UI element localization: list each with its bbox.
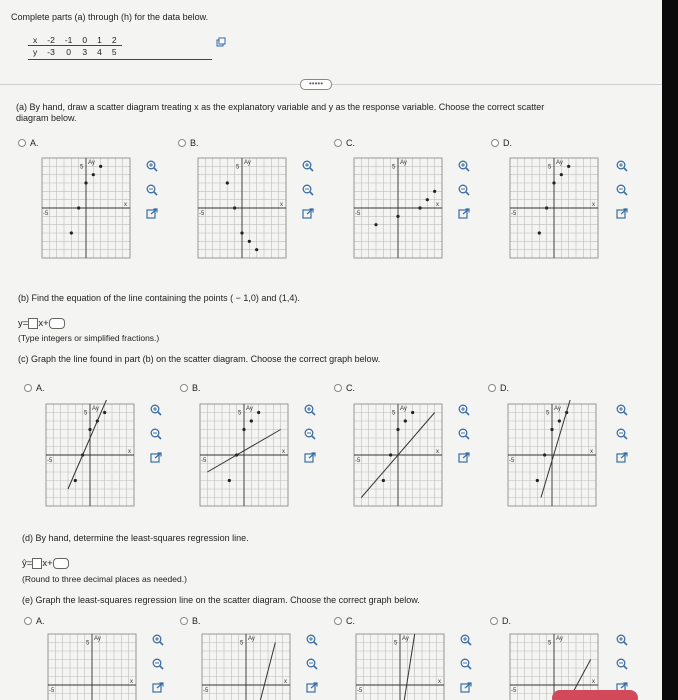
tick-label: -5 (509, 458, 515, 464)
data-point (257, 411, 260, 414)
external-link-icon[interactable] (306, 682, 318, 694)
external-link-icon[interactable] (616, 452, 628, 464)
zoom-in-icon[interactable] (304, 404, 316, 416)
data-point (88, 428, 91, 431)
copy-data-icon[interactable] (216, 37, 226, 47)
y-axis-label: Ay (556, 160, 563, 166)
tick-label: -5 (511, 211, 517, 217)
data-point (240, 231, 243, 234)
tick-label: 5 (236, 164, 240, 171)
zoom-out-icon[interactable] (616, 184, 628, 196)
x-axis-label: x (280, 202, 283, 208)
regression-intercept-input[interactable] (53, 558, 69, 569)
zoom-in-icon[interactable] (458, 160, 470, 172)
zoom-in-icon[interactable] (146, 160, 158, 172)
x-value: 2 (111, 34, 117, 45)
part-e-option-a[interactable]: A. (24, 616, 45, 626)
graph-c-a (42, 400, 138, 515)
tick-label: 5 (392, 410, 396, 417)
y-axis-label: Ay (92, 406, 99, 412)
zoom-out-icon[interactable] (616, 428, 628, 440)
y-axis-label: Ay (94, 636, 101, 642)
y-axis-label: Ay (246, 406, 253, 412)
tick-label: 5 (546, 410, 550, 417)
y-value: -3 (47, 46, 55, 57)
part-b-hint: (Type integers or simplified fractions.) (18, 333, 160, 343)
tick-label: -5 (201, 458, 207, 464)
data-point (552, 181, 555, 184)
data-table (28, 34, 122, 57)
external-link-icon[interactable] (150, 452, 162, 464)
tick-label: 5 (548, 640, 552, 647)
regression-slope-input[interactable] (32, 558, 42, 569)
data-point (84, 181, 87, 184)
tick-label: 5 (548, 164, 552, 171)
screen-edge (662, 0, 678, 700)
y-axis-label: Ay (244, 160, 251, 166)
y-value: 5 (111, 46, 117, 57)
part-c-option-b[interactable]: B. (180, 383, 201, 393)
tick-label: 5 (80, 164, 84, 171)
data-point (248, 240, 251, 243)
zoom-in-icon[interactable] (150, 404, 162, 416)
part-e-option-d[interactable]: D. (490, 616, 511, 626)
part-e-option-b[interactable]: B. (180, 616, 201, 626)
x-value: 0 (82, 34, 88, 45)
x-axis-label: x (436, 449, 439, 455)
external-link-icon[interactable] (458, 208, 470, 220)
part-a-option-b[interactable]: B. (178, 138, 199, 148)
y-axis-label: Ay (400, 406, 407, 412)
data-point (103, 411, 106, 414)
external-link-icon[interactable] (146, 208, 158, 220)
external-link-icon[interactable] (616, 208, 628, 220)
tick-label: -5 (203, 688, 209, 694)
zoom-out-icon[interactable] (458, 184, 470, 196)
zoom-out-icon[interactable] (146, 184, 158, 196)
x-axis-label: x (130, 679, 133, 685)
zoom-in-icon[interactable] (302, 160, 314, 172)
part-c-option-c[interactable]: C. (334, 383, 355, 393)
tick-label: -5 (47, 458, 53, 464)
data-point (92, 173, 95, 176)
part-c-option-d[interactable]: D. (488, 383, 509, 393)
check-answer-button[interactable] (552, 690, 638, 700)
zoom-out-icon[interactable] (150, 428, 162, 440)
zoom-in-icon[interactable] (616, 160, 628, 172)
tick-label: -5 (199, 211, 205, 217)
data-point (389, 453, 392, 456)
x-axis-label: x (592, 679, 595, 685)
data-point (567, 165, 570, 168)
more-button[interactable]: ••••• (300, 79, 332, 90)
tick-label: 5 (394, 640, 398, 647)
part-b-question: (b) Find the equation of the line containing the points ( − 1,0) and (1,4). (18, 293, 300, 303)
tick-label: -5 (355, 211, 361, 217)
part-c-option-a[interactable]: A. (24, 383, 45, 393)
tick-label: 5 (240, 640, 244, 647)
external-link-icon[interactable] (304, 452, 316, 464)
x-axis-label: x (128, 449, 131, 455)
data-point (396, 215, 399, 218)
graph-e-a (44, 630, 140, 700)
y-axis-label: Ay (402, 636, 409, 642)
graph-c-d (504, 400, 600, 515)
graph-e-c (352, 630, 448, 700)
zoom-out-icon[interactable] (616, 658, 628, 670)
data-point (242, 428, 245, 431)
x-row-label: x (33, 34, 38, 45)
data-point (374, 223, 377, 226)
slope-input[interactable] (28, 318, 38, 329)
data-point (250, 419, 253, 422)
part-a-option-d[interactable]: D. (491, 138, 512, 148)
data-point (99, 165, 102, 168)
x-axis-label: x (436, 202, 439, 208)
part-a-option-a[interactable]: A. (18, 138, 39, 148)
x-value: -1 (64, 34, 73, 45)
external-link-icon[interactable] (460, 682, 472, 694)
graph-c-c (350, 400, 446, 515)
zoom-in-icon[interactable] (306, 634, 318, 646)
part-e-option-c[interactable]: C. (334, 616, 355, 626)
tick-label: 5 (84, 410, 88, 417)
x-axis-label: x (282, 449, 285, 455)
data-point (255, 248, 258, 251)
data-point (536, 479, 539, 482)
x-value: 1 (97, 34, 102, 45)
x-axis-label: x (124, 202, 127, 208)
zoom-in-icon[interactable] (616, 634, 628, 646)
zoom-in-icon[interactable] (152, 634, 164, 646)
external-link-icon[interactable] (302, 208, 314, 220)
tick-label: -5 (357, 688, 363, 694)
intercept-input[interactable] (49, 318, 65, 329)
part-a-option-c[interactable]: C. (334, 138, 355, 148)
zoom-out-icon[interactable] (458, 428, 470, 440)
part-d-equation: ŷ= x+ (22, 558, 69, 569)
part-d-hint: (Round to three decimal places as needed.) (22, 574, 187, 584)
zoom-out-icon[interactable] (302, 184, 314, 196)
tick-label: 5 (238, 410, 242, 417)
data-point (433, 190, 436, 193)
zoom-in-icon[interactable] (458, 404, 470, 416)
graph-a-c (350, 154, 446, 267)
zoom-out-icon[interactable] (306, 658, 318, 670)
tick-label: -5 (49, 688, 55, 694)
data-point (411, 411, 414, 414)
tick-label: -5 (355, 458, 361, 464)
y-axis-label: Ay (556, 636, 563, 642)
zoom-in-icon[interactable] (616, 404, 628, 416)
part-d-question: (d) By hand, determine the least-squares regression line. (22, 533, 249, 543)
x-axis-label: x (284, 679, 287, 685)
data-point (77, 206, 80, 209)
y-row-label: y (33, 46, 38, 57)
part-b-equation: y= x+ (18, 318, 65, 329)
data-point (538, 231, 541, 234)
table-underline (28, 59, 212, 60)
part-e-question: (e) Graph the least-squares regression line on the scatter diagram. Choose the correct graph below. (22, 595, 420, 605)
graph-a-b (194, 154, 290, 267)
data-point (426, 198, 429, 201)
part-c-question: (c) Graph the line found in part (b) on the scatter diagram. Choose the correct graph below. (18, 354, 381, 364)
tick-label: -5 (511, 688, 517, 694)
y-axis-label: Ay (400, 160, 407, 166)
graph-e-b (198, 630, 294, 700)
zoom-out-icon[interactable] (460, 658, 472, 670)
intro-text: Complete parts (a) through (h) for the data below. (11, 12, 209, 22)
y-value: 0 (66, 46, 71, 57)
external-link-icon[interactable] (458, 452, 470, 464)
data-point (382, 479, 385, 482)
data-point (418, 206, 421, 209)
y-axis-label: Ay (88, 160, 95, 166)
graph-a-a (38, 154, 134, 267)
part-a-question-cont: diagram below. (16, 113, 77, 123)
x-value: -2 (47, 34, 55, 45)
x-axis-label: x (592, 202, 595, 208)
data-point (226, 181, 229, 184)
tick-label: 5 (86, 640, 90, 647)
part-a-question: (a) By hand, draw a scatter diagram treating x as the explanatory variable and y as the response variable. Choose the correct scatter (16, 102, 545, 112)
zoom-in-icon[interactable] (460, 634, 472, 646)
y-axis-label: Ay (248, 636, 255, 642)
data-point (396, 428, 399, 431)
data-point (404, 419, 407, 422)
external-link-icon[interactable] (152, 682, 164, 694)
zoom-out-icon[interactable] (152, 658, 164, 670)
data-point (560, 173, 563, 176)
graph-a-d (506, 154, 602, 267)
tick-label: -5 (43, 211, 49, 217)
y-value: 4 (97, 46, 102, 57)
data-point (70, 231, 73, 234)
data-point (558, 419, 561, 422)
zoom-out-icon[interactable] (304, 428, 316, 440)
data-point (233, 206, 236, 209)
y-axis-label: Ay (554, 406, 561, 412)
y-value: 3 (82, 46, 88, 57)
data-point (550, 428, 553, 431)
data-point (545, 206, 548, 209)
graph-c-b (196, 400, 292, 515)
data-point (228, 479, 231, 482)
tick-label: 5 (392, 164, 396, 171)
x-axis-label: x (590, 449, 593, 455)
data-point (543, 453, 546, 456)
data-point (74, 479, 77, 482)
x-axis-label: x (438, 679, 441, 685)
